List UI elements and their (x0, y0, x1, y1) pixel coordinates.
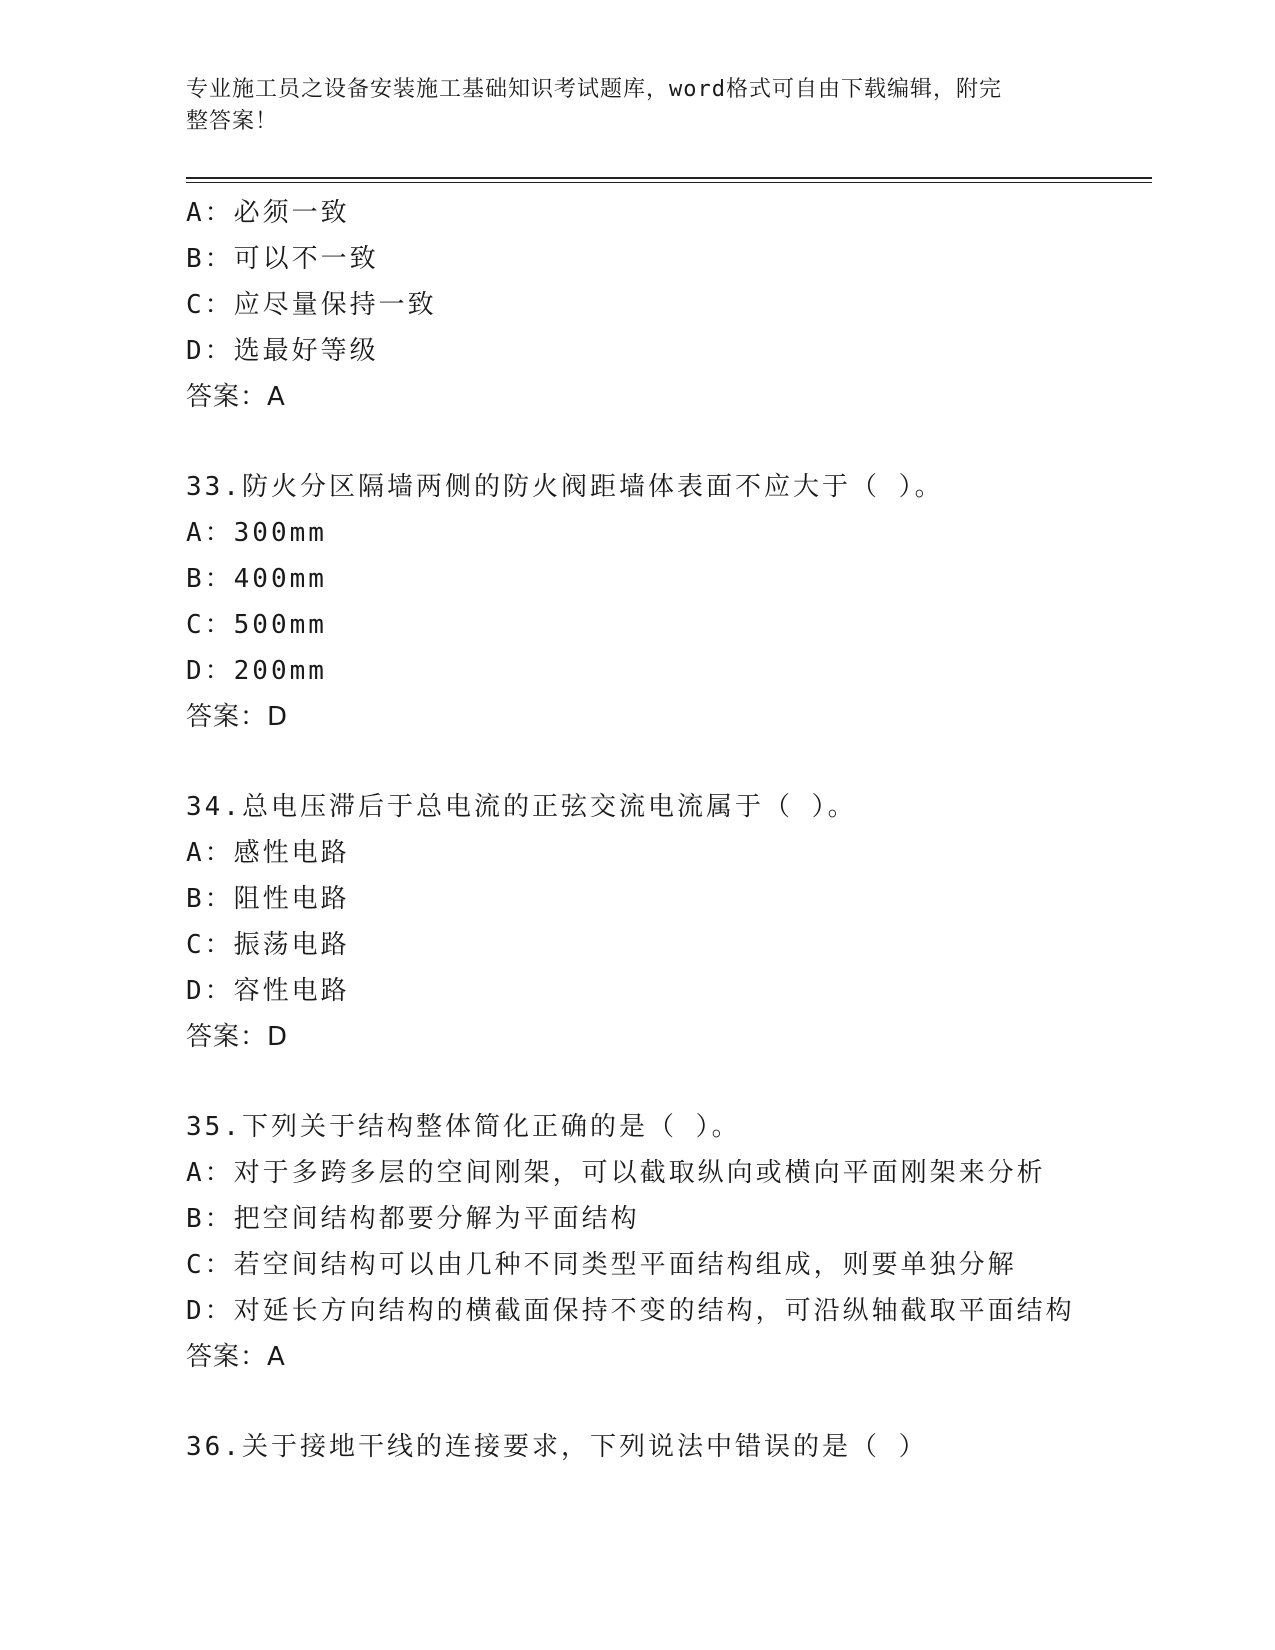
option-c: C：振荡电路 (186, 930, 350, 960)
answer-line: 答案：A (186, 382, 286, 412)
option-a: A：300mm (186, 518, 327, 548)
option-d: D：对延长方向结构的横截面保持不变的结构，可沿纵轴截取平面结构 (186, 1296, 1075, 1326)
question-stem: 34.总电压滞后于总电流的正弦交流电流属于（ ）。 (186, 792, 857, 822)
document-header (186, 74, 1086, 138)
header-line-1: 专业施工员之设备安装施工基础知识考试题库，word格式可自由下载编辑，附完 (186, 77, 1002, 102)
option-d: D：选最好等级 (186, 336, 379, 366)
option-b: B：可以不一致 (186, 244, 379, 274)
option-a: A：必须一致 (186, 198, 350, 228)
question-stem: 36.关于接地干线的连接要求，下列说法中错误的是（ ） (186, 1432, 928, 1462)
header-line-2: 整答案！ (186, 109, 279, 134)
option-b: B：400mm (186, 564, 327, 594)
answer-line: 答案：D (186, 1022, 289, 1052)
option-c: C：若空间结构可以由几种不同类型平面结构组成，则要单独分解 (186, 1250, 1017, 1280)
question-block-33 (186, 464, 1146, 740)
option-d: D：200mm (186, 656, 327, 686)
question-stem: 35.下列关于结构整体简化正确的是（ ）。 (186, 1112, 741, 1142)
option-a: A：对于多跨多层的空间刚架，可以截取纵向或横向平面刚架来分析 (186, 1158, 1046, 1188)
question-block-36 (186, 1424, 1146, 1470)
header-divider-thin (186, 182, 1152, 183)
option-a: A：感性电路 (186, 838, 350, 868)
question-block-34 (186, 784, 1146, 1060)
question-block-35 (186, 1104, 1146, 1380)
option-c: C：应尽量保持一致 (186, 290, 437, 320)
header-divider-thick (186, 177, 1152, 179)
answer-line: 答案：D (186, 702, 289, 732)
question-stem: 33.防火分区隔墙两侧的防火阀距墙体表面不应大于（ ）。 (186, 472, 944, 502)
answer-line: 答案：A (186, 1342, 286, 1372)
option-c: C：500mm (186, 610, 327, 640)
option-d: D：容性电路 (186, 976, 350, 1006)
option-b: B：阻性电路 (186, 884, 350, 914)
question-list (186, 190, 1146, 1470)
option-b: B：把空间结构都要分解为平面结构 (186, 1204, 640, 1234)
question-block-32 (186, 190, 1146, 420)
